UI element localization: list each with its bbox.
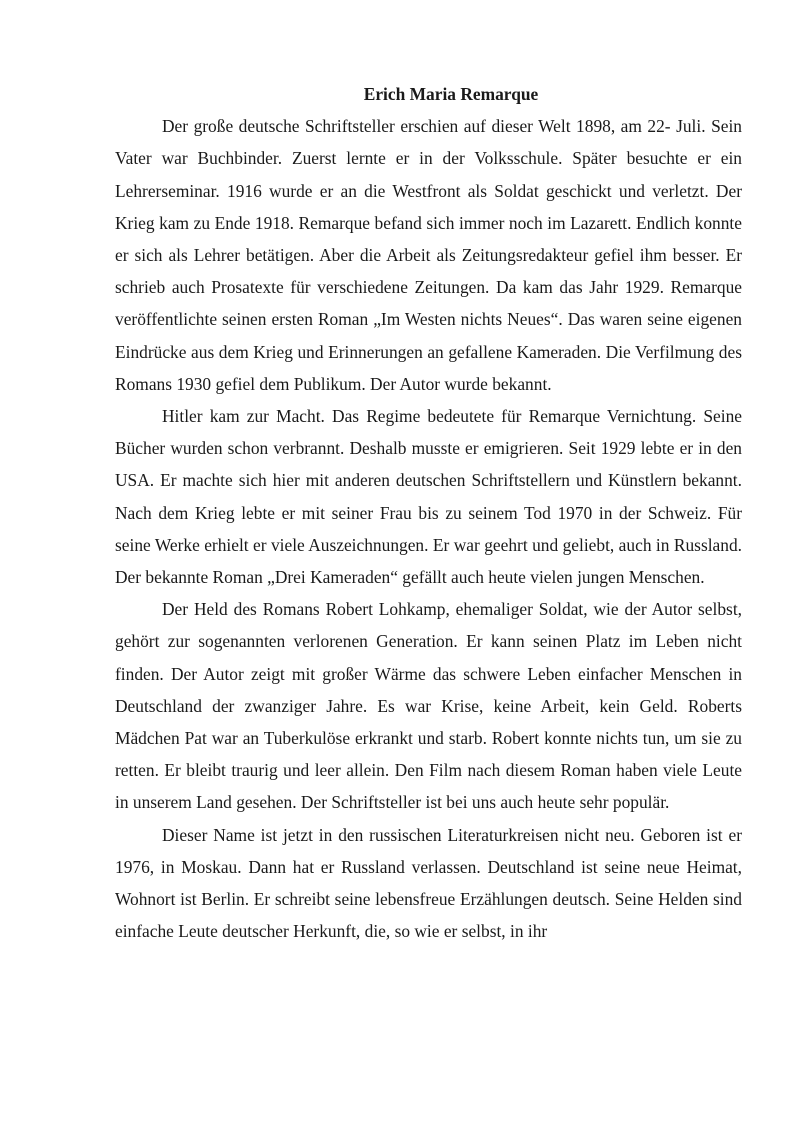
paragraph-emigration: Hitler kam zur Macht. Das Regime bedeutete für Remarque Vernichtung. Seine Bücher wurden schon verbrannt. Deshalb musste er emigrieren. Seit 1929 lebte er in den USA. Er machte sich hier mit anderen deutschen Schriftstellern und Künstlern bekannt. Nach dem Krieg lebte er mit seiner Frau bis zu seinem Tod 1970 in der Schweiz. Für seine Werke erhielt er viele Auszeichnungen. Er war geehrt und geliebt, auch in Russland. Der bekannte Roman „Drei Kameraden“ gefällt auch heute vielen jungen Menschen. — [115, 406, 742, 588]
paragraph-novel-hero: Der Held des Romans Robert Lohkamp, ehemaliger Soldat, wie der Autor selbst, gehört zur sogenannten verlorenen Generation. Er kann seinen Platz im Leben nicht finden. Der Autor zeigt mit großer Wärme das schwere Leben einfacher Menschen in Deutschland der zwanziger Jahre. Es war Krise, keine Arbeit, kein Geld. Roberts Mädchen Pat war an Tuberkulöse erkrankt und starb. Robert konnte nichts tun, um sie zu retten. Er bleibt traurig und leer allein. Den Film nach diesem Roman haben viele Leute in unserem Land gesehen. Der Schriftsteller ist bei uns auch heute sehr populär. — [115, 599, 742, 813]
paragraph-early-life: Der große deutsche Schriftsteller erschien auf dieser Welt 1898, am 22- Juli. Sein Vater war Buchbinder. Zuerst lernte er in der Volksschule. Später besuchte er ein Lehrerseminar. 1916 wurde er an die Westfront als Soldat geschickt und verletzt. Der Krieg kam zu Ende 1918. Remarque befand sich immer noch im Lazarett. Endlich konnte er sich als Lehrer betätigen. Aber die Arbeit als Zeitungsredakteur gefiel ihm besser. Er schrieb auch Prosatexte für verschiedene Zeitungen. Da kam das Jahr 1929. Remarque veröffentlichte seinen ersten Roman „Im Westen nichts Neues“. Das waren seine eigenen Eindrücke aus dem Krieg und Erinnerungen an gefallene Kameraden. Die Verfilmung des Romans 1930 gefiel dem Publikum. Der Autor wurde bekannt. — [115, 116, 742, 394]
document-title: Erich Maria Remarque — [363, 84, 539, 104]
paragraph-new-author: Dieser Name ist jetzt in den russischen Literaturkreisen nicht neu. Geboren ist er 1976, in Moskau. Dann hat er Russland verlassen. Deutschland ist seine neue Heimat, Wohnort ist Berlin. Er schreibt seine lebensfreue Erzählungen deutsch. Seine Helden sind einfache Leute deutscher Herkunft, die, so wie er selbst, in ihr — [115, 824, 742, 942]
document-body — [115, 78, 742, 947]
